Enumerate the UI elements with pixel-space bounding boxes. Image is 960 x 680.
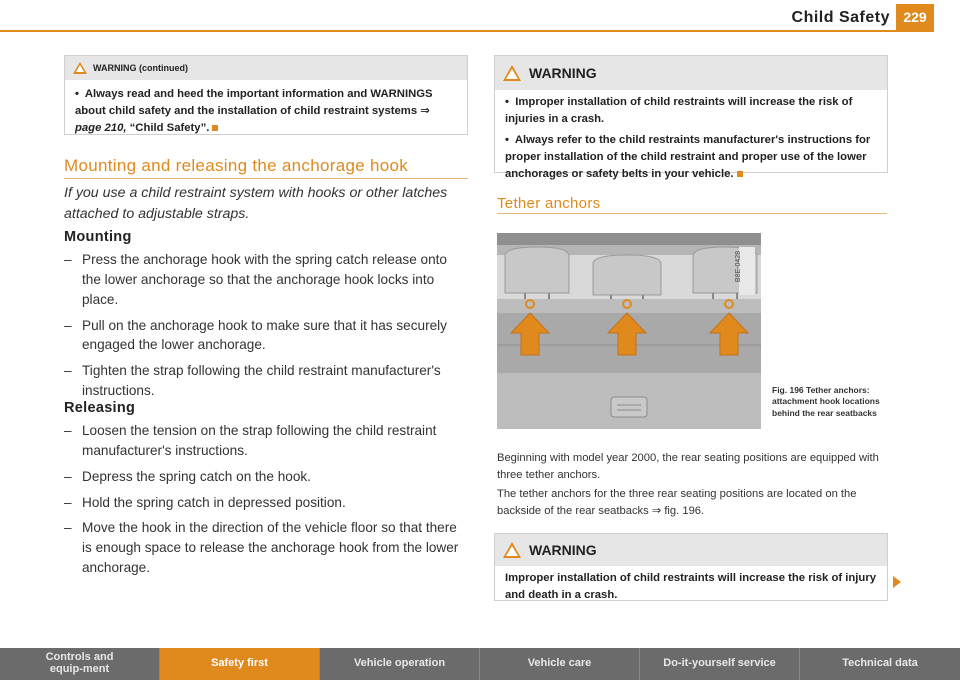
warning-icon: ! bbox=[73, 62, 87, 74]
warning-continued-title: WARNING (continued) bbox=[93, 63, 188, 73]
warning-continued-bullet: • Always read and heed the important information and WARNINGS about child safety and the installation of child restraint systems ⇒ page 210, “Child Safety”. bbox=[75, 88, 433, 134]
warning-bullet: • Always refer to the child restraints manufacturer's instructions for proper installation of the child restraint and proper use of the lower anchorages or safety belts in your vehicle. bbox=[505, 133, 871, 180]
figure-tether-anchors bbox=[497, 233, 761, 429]
end-marker-icon bbox=[737, 171, 743, 177]
list-item: – Tighten the strap following the child restraint manufacturer's instructions. bbox=[64, 361, 464, 401]
tether-paragraph-2: The tether anchors for the three rear seating positions are located on the backside of the rear seatbacks ⇒ fig. 196. bbox=[497, 488, 857, 517]
continue-arrow-icon bbox=[893, 576, 901, 588]
warning-body bbox=[495, 90, 887, 193]
warning-icon: ! bbox=[503, 542, 521, 558]
warning-continued-body bbox=[65, 80, 467, 147]
page-title: Child Safety bbox=[791, 9, 890, 26]
warning-box-injury bbox=[494, 533, 888, 601]
page-number: 229 bbox=[896, 4, 934, 30]
warning-continued-header bbox=[65, 56, 467, 80]
warning-header bbox=[495, 534, 887, 566]
subheading-releasing: Releasing bbox=[64, 400, 136, 416]
subheading-mounting: Mounting bbox=[64, 229, 132, 245]
releasing-steps bbox=[64, 421, 464, 584]
list-item: – Pull on the anchorage hook to make sure that it has securely engaged the lower anchorage. bbox=[64, 316, 464, 356]
section-rule bbox=[497, 213, 887, 214]
section-heading-mounting: Mounting and releasing the anchorage hook bbox=[64, 156, 409, 175]
list-item: – Move the hook in the direction of the vehicle floor so that there is enough space to release the anchorage hook from the lower anchorage. bbox=[64, 518, 464, 578]
list-item: – Loosen the tension on the strap following the child restraint manufacturer's instructions. bbox=[64, 421, 464, 461]
section-heading-tether: Tether anchors bbox=[497, 195, 601, 212]
end-marker-icon bbox=[212, 125, 218, 131]
tab-vehicle-operation[interactable]: Vehicle operation bbox=[320, 648, 480, 680]
warning-icon: ! bbox=[503, 65, 521, 81]
figure-caption: Fig. 196 Tether anchors: attachment hook locations behind the rear seatbacks bbox=[772, 385, 880, 418]
warning-header bbox=[495, 56, 887, 90]
section-intro: If you use a child restraint system with hooks or other latches attached to adjustable straps. bbox=[64, 185, 448, 222]
tether-paragraph-1: Beginning with model year 2000, the rear seating positions are equipped with three tether anchors. bbox=[497, 452, 879, 481]
warning-title: WARNING bbox=[529, 65, 597, 81]
tab-technical-data[interactable]: Technical data bbox=[842, 657, 918, 670]
header-rule bbox=[0, 30, 934, 32]
tab-do-it-yourself-service[interactable]: Do-it-yourself service bbox=[640, 648, 800, 680]
tab-safety-first[interactable]: Safety first bbox=[160, 648, 320, 680]
warning-box-installation bbox=[494, 55, 888, 180]
warning-continued-box bbox=[64, 55, 468, 135]
list-item: – Depress the spring catch on the hook. bbox=[64, 467, 464, 487]
warning-bullet: • Improper installation of child restraints will increase the risk of injuries in a crash. bbox=[505, 96, 853, 125]
list-item: – Press the anchorage hook with the spring catch release onto the lower anchorage so that the anchorage hook locks into place. bbox=[64, 250, 464, 310]
warning-body: Improper installation of child restraints will increase the risk of injury and death in a crash. bbox=[505, 572, 877, 601]
footer-nav bbox=[0, 648, 960, 680]
section-rule bbox=[64, 178, 468, 179]
tab-controls-and-equipment[interactable]: Controls and equip-ment bbox=[0, 648, 160, 680]
rear-seatback-illustration bbox=[497, 233, 761, 429]
page-reference-link[interactable]: page 210, bbox=[75, 121, 127, 134]
tab-vehicle-care[interactable]: Vehicle care bbox=[480, 648, 640, 680]
warning-title: WARNING bbox=[529, 542, 597, 558]
list-item: – Hold the spring catch in depressed position. bbox=[64, 493, 464, 513]
mounting-steps bbox=[64, 250, 464, 407]
figure-code: B8E-0428 bbox=[735, 250, 743, 283]
